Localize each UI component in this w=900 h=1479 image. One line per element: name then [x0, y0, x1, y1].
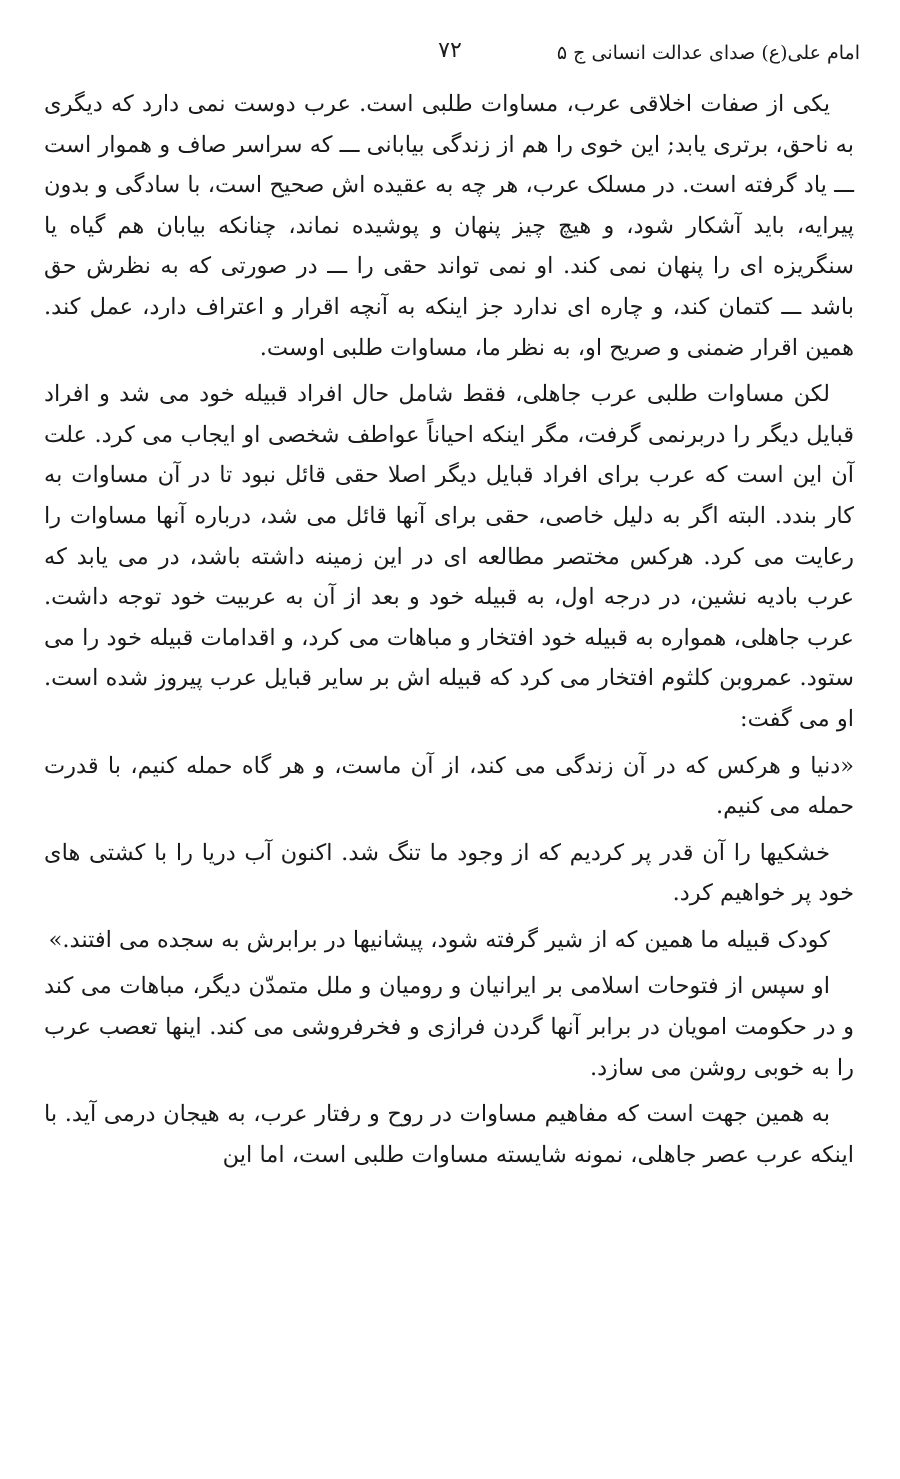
body-text — [44, 84, 854, 1181]
paragraph-tribal-equality: لکن مساوات طلبی عرب جاهلی، فقط شامل حال افراد قبیله خود می شد و افراد قبایل دیگر را دربرنمی گرفت، مگر اینکه احیاناً عواطف شخصی او ایجاب می کرد. علت آن این است که عرب برای افراد قبایل دیگر اصلا حقی قائل نبود تا در آن مساوات به کار بندد. البته اگر به دلیل خاصی، حقی برای آنها قائل می شد، درباره آنها مساوات را رعایت می کرد. هرکس مختصر مطالعه ای در این زمینه داشته باشد، در می یابد که عرب بادیه نشین، در درجه اول، به قبیله خود و بعد از آن به عربیت خود توجه داشت. عرب جاهلی، همواره به قبیله خود افتخار و مباهات می کرد، و اقدامات قبیله خود را می ستود. عمروبن کلثوم افتخار می کرد که قبیله اش بر سایر قبایل عرب پیروز شده است. او می گفت: — [44, 381, 854, 732]
poem-quote-line-3: کودک قبیله ما همین که از شیر گرفته شود، پیشانیها در برابرش به سجده می افتند.» — [48, 926, 830, 953]
poem-quote-line-1: «دنیا و هرکس که در آن زندگی می کند، از آن ماست، و هر گاه حمله کنیم، با قدرت حمله می کنیم. — [44, 752, 854, 820]
poem-quote-line-2: خشکیها را آن قدر پر کردیم که از وجود ما تنگ شد. اکنون آب دریا را با کشتی های خود پر خواهیم کرد. — [44, 839, 854, 907]
page-number: ۷۲ — [438, 38, 462, 63]
paragraph-equality-trait: یکی از صفات اخلاقی عرب، مساوات طلبی است. عرب دوست نمی دارد که دیگری به ناحق، برتری یابد; این خوی را هم از زندگی بیابانی ـــ که سراسر صاف و هموار است ـــ یاد گرفته است. در مسلک عرب، هر چه به عقیده اش صحیح است، با سادگی و بدون پیرایه، باید آشکار شود، و هیچ چیز پنهان و پوشیده نماند، چنانکه بیابان هم گیاه یا سنگریزه ای را پنهان نمی کند. او نمی تواند حقی را ـــ در صورتی که به نظرش حق باشد ـــ کتمان کند، و چاره ای ندارد جز اینکه به آنچه اقرار و اعتراف دارد، عمل کند. همین اقرار ضمنی و صریح او، به نظر ما، مساوات طلبی اوست. — [44, 91, 855, 361]
paragraph-equality-concepts: به همین جهت است که مفاهیم مساوات در روح و رفتار عرب، به هیجان درمی آید. با اینکه عرب عصر جاهلی، نمونه شایسته مساوات طلبی است، اما این — [44, 1101, 854, 1168]
paragraph-islamic-conquests: او سپس از فتوحات اسلامی بر ایرانیان و رومیان و ملل متمدّن دیگر، مباهات می کند و در حکومت امویان در برابر آنها گردن فرازی و فخرفروشی می کند. اینها تعصب عرب را به خوبی روشن می سازد. — [44, 973, 854, 1081]
running-header — [40, 38, 860, 74]
book-title-header: امام علی(ع) صدای عدالت انسانی ج ۵ — [556, 42, 860, 64]
